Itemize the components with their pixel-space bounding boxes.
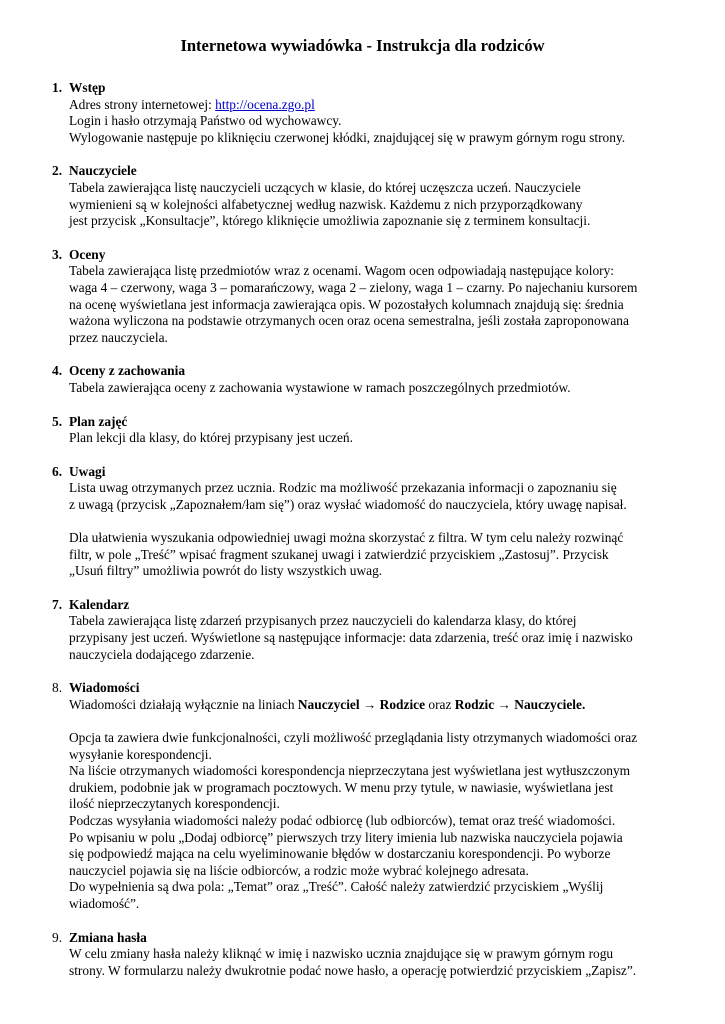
text-line: Do wypełnienia są dwa pola: „Temat” oraz „Treść”. Całość należy zatwierdzić przyciskiem „Wyślij <box>69 879 604 895</box>
text-line: Wylogowanie następuje po kliknięciu czerwonej kłódki, znajdującej się w prawym górnym rogu strony. <box>69 129 626 145</box>
text-line: strony. W formularzu należy dwukrotnie podać nowe hasło, a operację potwierdzić przyciskiem „Zapisz”. <box>69 962 637 978</box>
text-line: Dla ułatwienia wyszukania odpowiedniej uwagi można skorzystać z filtra. W tym celu należy rozwinąć <box>69 530 624 546</box>
intro-bold-parent-to-teachers: Rodzic → Nauczyciele. <box>454 696 586 712</box>
section-messages <box>52 680 695 912</box>
text-line: przez nauczyciela. <box>69 329 168 345</box>
site-link[interactable]: http://ocena.zgo.pl <box>215 96 315 112</box>
text-line: z uwagą (przycisk „Zapoznałem/łam się”) oraz wysłać wiadomość do nauczyciela, który uwagę napisał. <box>69 496 627 512</box>
text-line: W celu zmiany hasła należy kliknąć w imię i nazwisko ucznia znajdujące się w prawym górnym rogu <box>69 946 614 962</box>
address-label: Adres strony internetowej: <box>69 96 216 112</box>
text-line: Tabela zawierająca listę zdarzeń przypisanych przez nauczycieli do kalendarza klasy, do której <box>69 613 577 629</box>
text-line: wiadomość”. <box>69 895 140 911</box>
section-number: 1. <box>52 80 63 95</box>
section-number: 4. <box>52 363 63 379</box>
text-line: na ocenę wyświetlana jest informacja zawierająca opis. W pozostałych kolumnach znajdują się: średnia <box>69 296 624 312</box>
text-line: Plan lekcji dla klasy, do której przypisany jest uczeń. <box>69 430 353 446</box>
section-behavior <box>52 363 695 396</box>
text-line: ważona wyliczona na podstawie otrzymanych ocen oraz ocena semestralna, jeśli została zaproponowana <box>69 313 629 329</box>
section-teachers <box>52 163 695 229</box>
section-heading: Plan zajęć <box>69 413 128 429</box>
text-line: nauczyciel pojawia się na liście odbiorców, a rodzic może wybrać kolejnego adresata. <box>69 862 529 878</box>
text-line: jest przycisk „Konsultacje”, którego kliknięcie umożliwia zapoznanie się z terminem konsultacji. <box>69 213 591 229</box>
section-heading: Uwagi <box>69 463 106 479</box>
section-heading: Oceny z zachowania <box>69 363 186 379</box>
text-line: Podczas wysyłania wiadomości należy podać odbiorcę (lub odbiorców), temat oraz treść wiadomości. <box>69 812 616 828</box>
text-line: Opcja ta zawiera dwie funkcjonalności, czyli możliwość przeglądania listy otrzymanych wiadomości oraz <box>69 730 638 745</box>
text-line: „Usuń filtry” umożliwia powrót do listy wszystkich uwag. <box>69 563 383 579</box>
intro-bold-teacher-to-parents: Nauczyciel → Rodzice <box>297 696 426 712</box>
section-grades <box>52 247 695 347</box>
text-line: Na liście otrzymanych wiadomości korespondencja nieprzeczytana jest wyświetlana jest wytłuszczonym <box>69 763 631 779</box>
text-line: filtr, w pole „Treść” wpisać fragment szukanej uwagi i zatwierdzić przyciskiem „Zastosuj”. Przycisk <box>69 546 609 562</box>
text-line: Tabela zawierająca listę nauczycieli uczących w klasie, do której uczęszcza uczeń. Nauczyciele <box>69 179 581 195</box>
page-title: Internetowa wywiadówka - Instrukcja dla rodziców <box>180 36 545 55</box>
section-password-change <box>52 930 695 980</box>
section-heading: Wiadomości <box>69 680 140 696</box>
text-line: Login i hasło otrzymają Państwo od wychowawcy. <box>69 113 342 129</box>
section-calendar <box>52 597 695 663</box>
text-line: drukiem, podobnie jak w programach pocztowych. W menu przy tytule, w nawiasie, wyświetlana jest <box>69 779 614 795</box>
section-number: 3. <box>52 246 63 262</box>
section-notes <box>52 464 695 580</box>
section-intro <box>52 80 695 146</box>
text-line: Po wpisaniu w polu „Dodaj odbiorcę” pierwszych trzy litery imienia lub nazwiska nauczyciela pojawia <box>69 829 623 845</box>
text-line: wysyłanie korespondencji. <box>69 746 212 762</box>
section-number: 8. <box>52 680 63 696</box>
intro-text: Wiadomości działają wyłącznie na liniach <box>69 696 298 712</box>
section-heading: Nauczyciele <box>69 163 137 179</box>
text-line: Tabela zawierająca oceny z zachowania wystawione w ramach poszczególnych przedmiotów. <box>69 379 571 395</box>
section-number: 2. <box>52 163 63 179</box>
text-line: przypisany jest uczeń. Wyświetlone są następujące informacje: data zdarzenia, treść oraz imię i nazwisko <box>69 630 633 646</box>
text-line: ilość nieprzeczytanych korespondencji. <box>69 796 280 812</box>
section-number: 5. <box>52 413 63 429</box>
section-heading: Oceny <box>69 246 106 262</box>
text-line: wymienieni są w kolejności alfabetycznej według nazwisk. Każdemu z nich przyporządkowany <box>69 196 583 212</box>
section-heading: Zmiana hasła <box>69 929 147 945</box>
section-heading: Wstęp <box>69 80 106 95</box>
section-number: 6. <box>52 463 63 479</box>
text-line: się podpowiedź mająca na celu wyeliminowanie błędów w dostarczaniu korespondencji. Po wyborze <box>69 846 611 862</box>
text-line: Tabela zawierająca listę przedmiotów wraz z ocenami. Wagom ocen odpowiadają następujące kolory: <box>69 263 615 279</box>
intro-text: oraz <box>425 696 455 712</box>
text-line: waga 4 – czerwony, waga 3 – pomarańczowy, waga 2 – zielony, waga 1 – czarny. Po najechaniu kursorem <box>69 279 638 295</box>
section-heading: Kalendarz <box>69 596 130 612</box>
text-line: nauczyciela dodającego zdarzenie. <box>69 646 255 662</box>
section-schedule <box>52 414 695 447</box>
messages-intro <box>69 697 695 714</box>
section-number: 7. <box>52 596 63 612</box>
text-line: Lista uwag otrzymanych przez ucznia. Rodzic ma możliwość przekazania informacji o zapoznaniu się <box>69 480 617 496</box>
section-number: 9. <box>52 929 63 945</box>
address-line <box>69 97 695 114</box>
